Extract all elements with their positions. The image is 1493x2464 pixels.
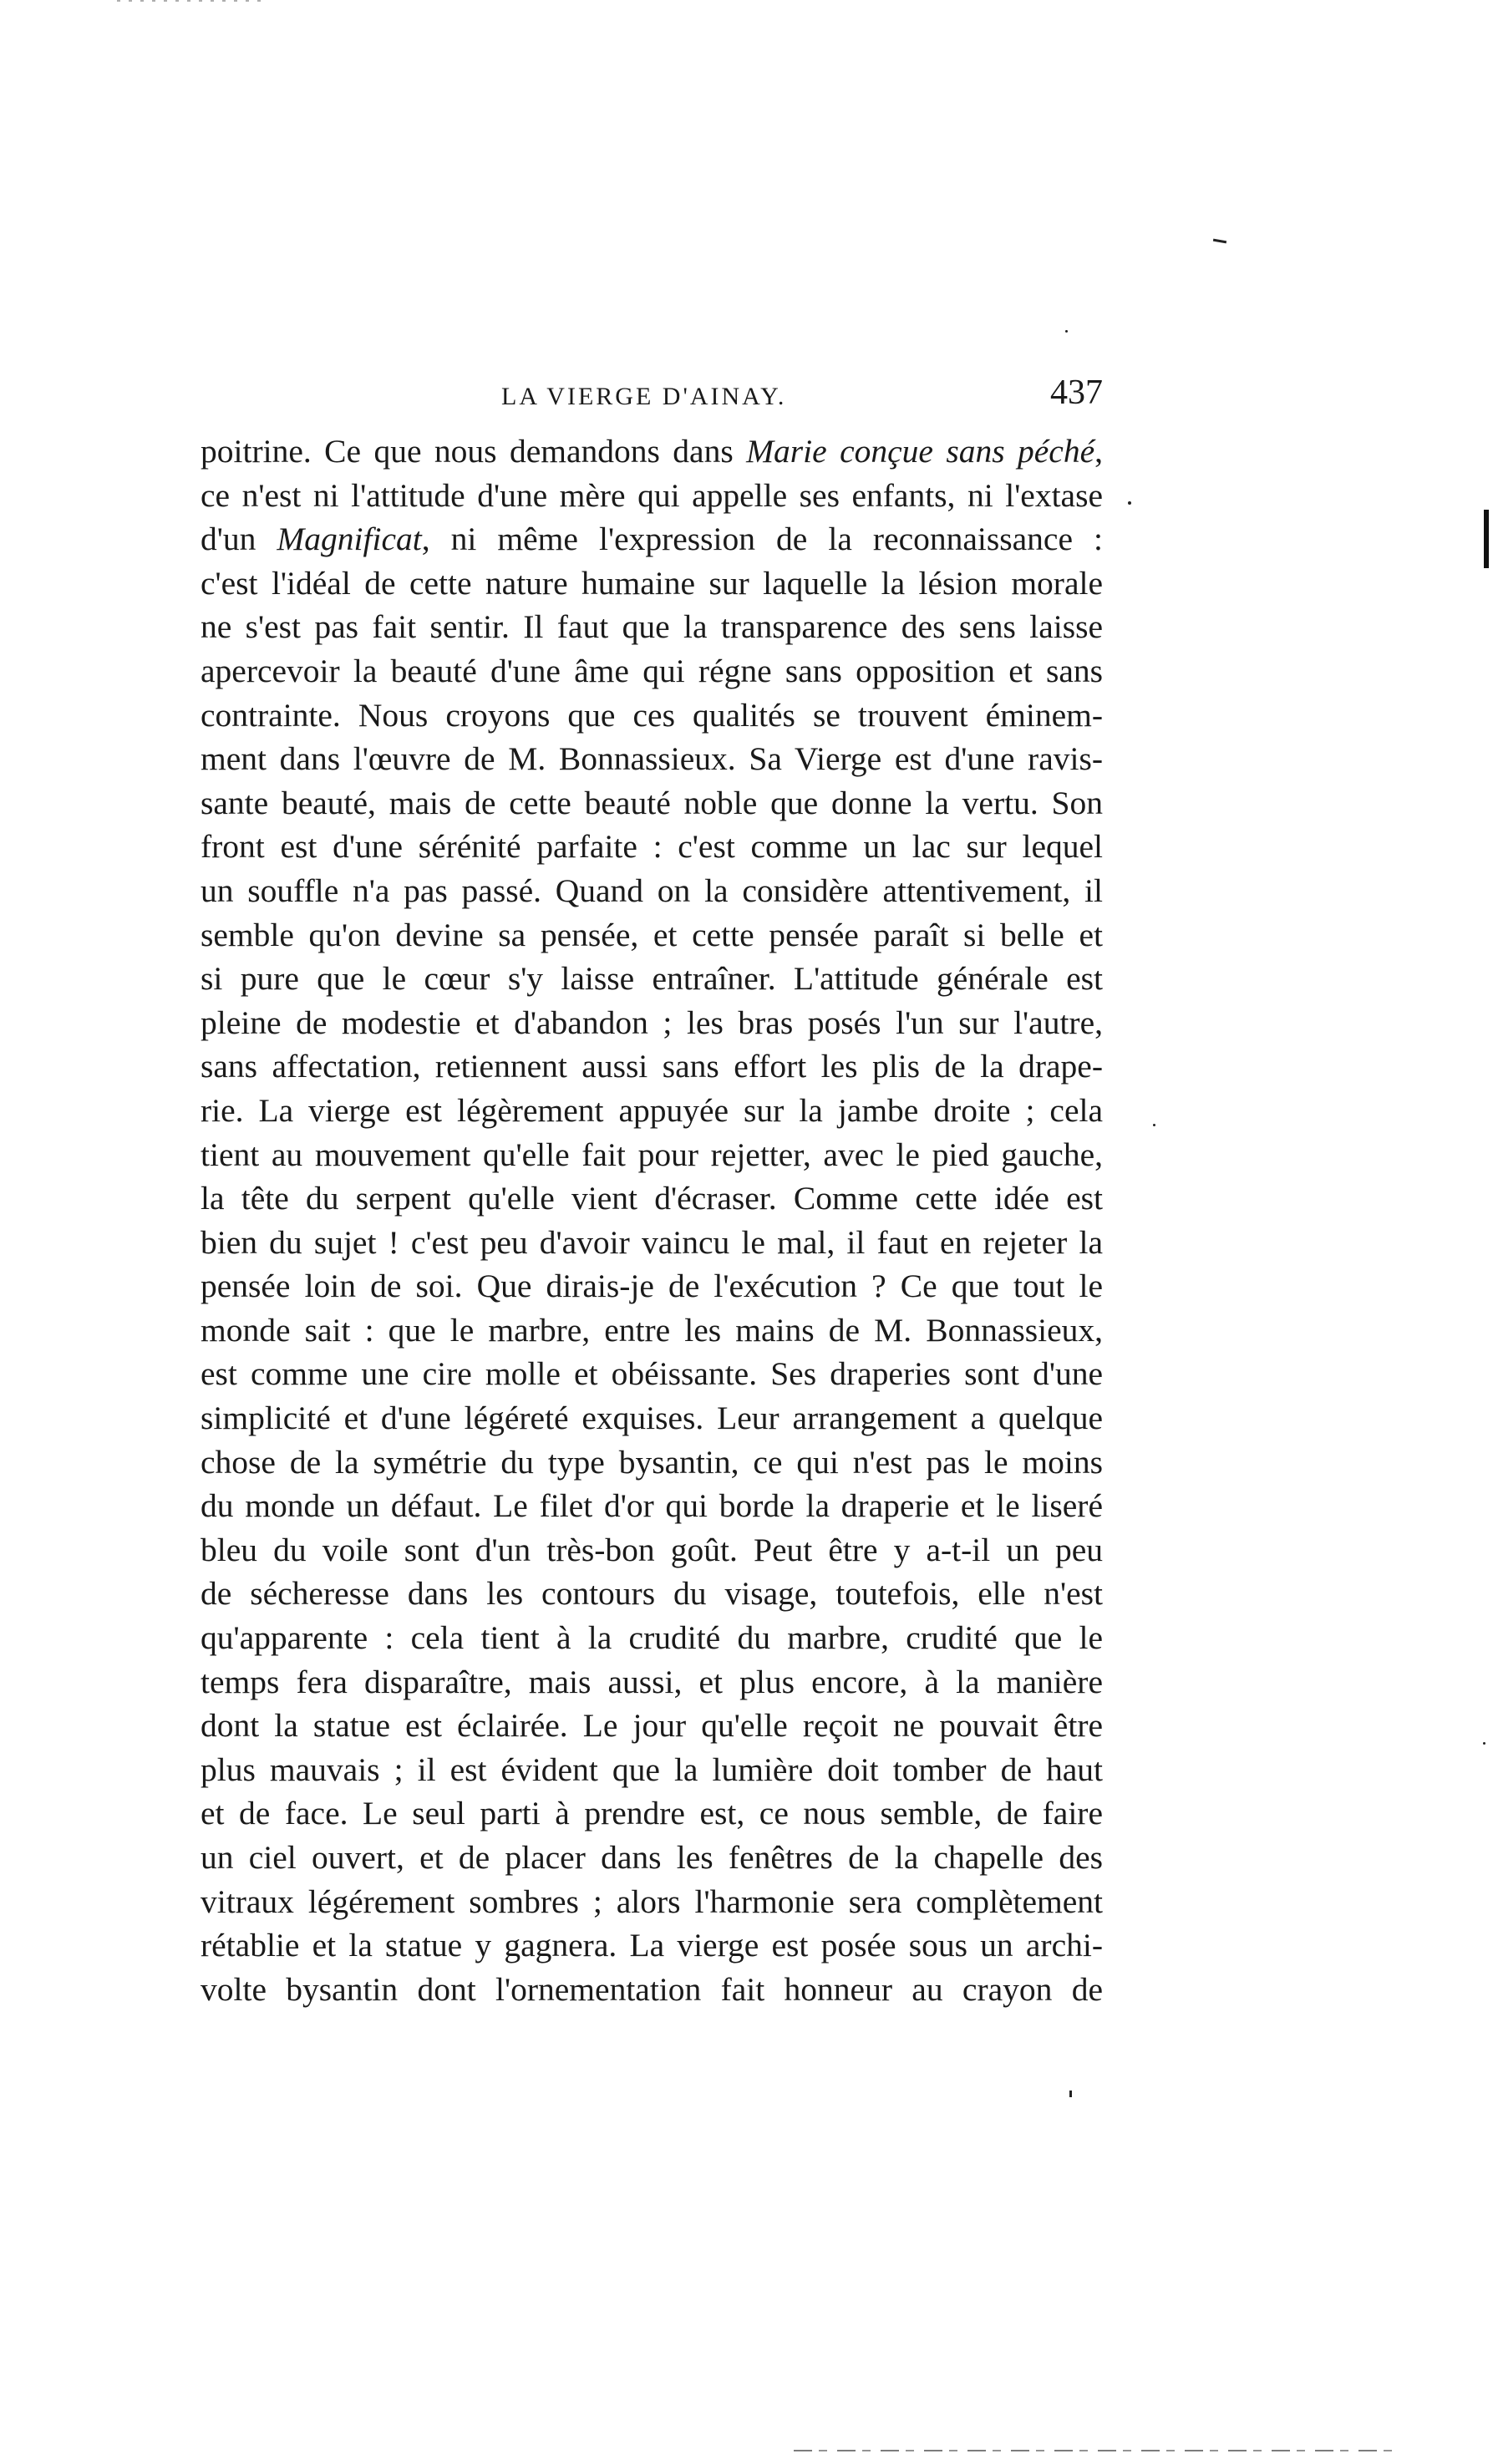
running-title: LA VIERGE D'AINAY. bbox=[501, 383, 787, 410]
text-line bbox=[201, 1923, 1103, 1968]
text-segment: rie. La vierge est légèrement appuyée sur la jambe droite ; cela bbox=[201, 1091, 1103, 1129]
text-segment: est comme une cire molle et obéissante. Ses draperies sont d'une bbox=[201, 1355, 1103, 1393]
running-head bbox=[201, 373, 1103, 423]
text-line bbox=[201, 1396, 1103, 1440]
text-line bbox=[201, 429, 1103, 474]
text-line bbox=[201, 781, 1103, 826]
text-segment: si pure que le cœur s'y laisse entraîner. L'attitude générale est bbox=[201, 960, 1103, 998]
text-segment: bleu du voile sont d'un très-bon goût. Peut être y a-t-il un peu bbox=[201, 1531, 1103, 1568]
margin-speck bbox=[1069, 2091, 1072, 2097]
italic-phrase: Marie conçue sans péché bbox=[746, 433, 1095, 470]
text-line bbox=[201, 1791, 1103, 1836]
text-line bbox=[201, 605, 1103, 649]
text-line bbox=[201, 1660, 1103, 1704]
text-segment: chose de la symétrie du type bysantin, ce qui n'est pas le moins bbox=[201, 1443, 1103, 1481]
text-line bbox=[201, 1176, 1103, 1221]
page-number: 437 bbox=[1050, 373, 1103, 412]
text-segment: d'un bbox=[201, 521, 277, 558]
text-segment: sans affectation, retiennent aussi sans effort les plis de la drape- bbox=[201, 1048, 1103, 1085]
text-segment: semble qu'on devine sa pensée, et cette pensée paraît si belle et bbox=[201, 916, 1103, 953]
text-segment: dont la statue est éclairée. Le jour qu'elle reçoit ne pouvait être bbox=[201, 1707, 1103, 1745]
text-line bbox=[201, 649, 1103, 693]
text-line bbox=[201, 957, 1103, 1001]
edge-mark bbox=[1484, 510, 1489, 568]
text-line bbox=[201, 1440, 1103, 1485]
italic-phrase: Magnificat bbox=[277, 521, 422, 558]
text-segment: , ni même l'expression de la reconnaissance : bbox=[421, 521, 1103, 558]
body-text bbox=[201, 429, 1103, 2011]
text-segment: pensée loin de soi. Que dirais-je de l'exécution ? Ce que tout le bbox=[201, 1268, 1103, 1305]
text-line bbox=[201, 1352, 1103, 1396]
text-segment: du monde un défaut. Le filet d'or qui borde la draperie et le liseré bbox=[201, 1487, 1103, 1525]
text-line bbox=[201, 1484, 1103, 1528]
bottom-edge-rule bbox=[794, 2450, 1395, 2451]
top-edge-specks bbox=[117, 0, 267, 2]
text-line bbox=[201, 913, 1103, 958]
text-segment: c'est l'idéal de cette nature humaine sur laquelle la lésion morale bbox=[201, 564, 1103, 602]
text-segment: , bbox=[1094, 433, 1103, 470]
text-line bbox=[201, 1572, 1103, 1616]
text-segment: vitraux légérement sombres ; alors l'harmonie sera complètement bbox=[201, 1882, 1103, 1920]
text-line bbox=[201, 869, 1103, 913]
text-segment: poitrine. Ce que nous demandons dans bbox=[201, 433, 747, 470]
text-line bbox=[201, 1528, 1103, 1572]
text-line bbox=[201, 1880, 1103, 1924]
text-line bbox=[201, 1001, 1103, 1045]
text-segment: bien du sujet ! c'est peu d'avoir vaincu le mal, il faut en rejeter la bbox=[201, 1223, 1103, 1261]
margin-speck bbox=[1065, 330, 1068, 333]
text-line bbox=[201, 1264, 1103, 1308]
text-segment: apercevoir la beauté d'une âme qui régne sans opposition et sans bbox=[201, 652, 1103, 689]
text-line bbox=[201, 1616, 1103, 1660]
text-line bbox=[201, 1221, 1103, 1265]
text-line bbox=[201, 825, 1103, 869]
text-line bbox=[201, 1748, 1103, 1792]
text-line bbox=[201, 517, 1103, 561]
text-line bbox=[201, 1836, 1103, 1880]
text-segment: plus mauvais ; il est évident que la lumière doit tomber de haut bbox=[201, 1750, 1103, 1788]
margin-speck bbox=[1483, 1742, 1485, 1745]
text-segment: ce n'est ni l'attitude d'une mère qui appelle ses enfants, ni l'extase bbox=[201, 476, 1103, 514]
text-segment: contrainte. Nous croyons que ces qualités se trouvent éminem- bbox=[201, 696, 1103, 734]
text-line bbox=[201, 1704, 1103, 1748]
text-segment: volte bysantin dont l'ornementation fait honneur au crayon de bbox=[201, 1970, 1103, 2008]
text-segment: un ciel ouvert, et de placer dans les fenêtres de la chapelle des bbox=[201, 1839, 1103, 1876]
margin-speck bbox=[1153, 1124, 1155, 1126]
text-segment: ne s'est pas fait sentir. Il faut que la transparence des sens laisse bbox=[201, 608, 1103, 646]
text-segment: et de face. Le seul parti à prendre est, ce nous semble, de faire bbox=[201, 1795, 1103, 1832]
text-segment: tient au mouvement qu'elle fait pour rejetter, avec le pied gauche, bbox=[201, 1135, 1103, 1173]
text-segment: la tête du serpent qu'elle vient d'écraser. Comme cette idée est bbox=[201, 1180, 1103, 1217]
text-line bbox=[201, 1308, 1103, 1353]
text-line bbox=[201, 1968, 1103, 2012]
text-segment: pleine de modestie et d'abandon ; les bras posés l'un sur l'autre, bbox=[201, 1003, 1103, 1041]
text-segment: front est d'une sérénité parfaite : c'est comme un lac sur lequel bbox=[201, 828, 1103, 866]
text-line bbox=[201, 693, 1103, 738]
text-line bbox=[201, 1089, 1103, 1133]
text-segment: ment dans l'œuvre de M. Bonnassieux. Sa Vierge est d'une ravis- bbox=[201, 740, 1103, 778]
text-segment: temps fera disparaître, mais aussi, et plus encore, à la manière bbox=[201, 1663, 1103, 1700]
text-line bbox=[201, 1044, 1103, 1089]
text-segment: monde sait : que le marbre, entre les mains de M. Bonnassieux, bbox=[201, 1311, 1103, 1349]
text-segment: sante beauté, mais de cette beauté noble que donne la vertu. Son bbox=[201, 784, 1103, 821]
text-line bbox=[201, 474, 1103, 518]
text-line bbox=[201, 737, 1103, 781]
text-segment: rétablie et la statue y gagnera. La vierge est posée sous un archi- bbox=[201, 1927, 1103, 1964]
text-line bbox=[201, 561, 1103, 606]
text-segment: simplicité et d'une légéreté exquises. Leur arrangement a quelque bbox=[201, 1400, 1103, 1437]
text-segment: de sécheresse dans les contours du visage, toutefois, elle n'est bbox=[201, 1575, 1103, 1613]
text-line bbox=[201, 1133, 1103, 1177]
margin-speck bbox=[1213, 239, 1226, 244]
margin-speck bbox=[1128, 501, 1131, 505]
text-segment: qu'apparente : cela tient à la crudité du marbre, crudité que le bbox=[201, 1619, 1103, 1657]
text-segment: un souffle n'a pas passé. Quand on la considère attentivement, il bbox=[201, 871, 1103, 909]
